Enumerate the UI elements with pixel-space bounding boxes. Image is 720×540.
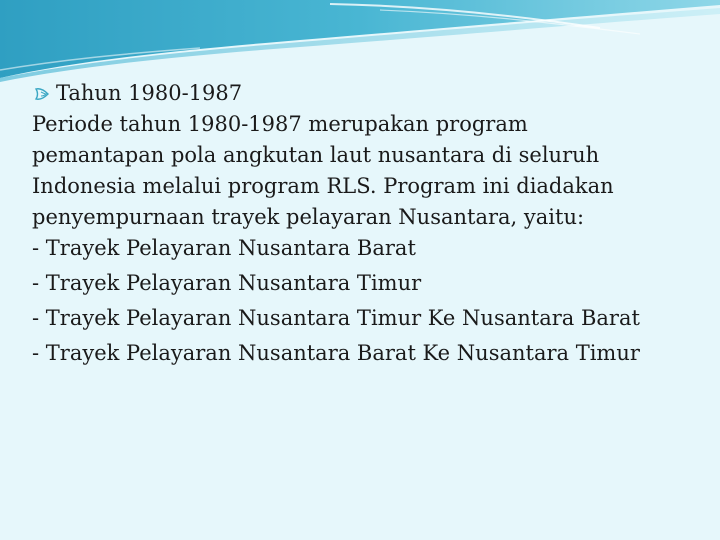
slide-content <box>32 78 712 371</box>
paragraph-line: penyempurnaan trayek pelayaran Nusantara, yaitu: <box>32 205 585 229</box>
paragraph-line: Indonesia melalui program RLS. Program ini diadakan <box>32 174 614 198</box>
list-item: - Trayek Pelayaran Nusantara Barat <box>32 236 416 260</box>
heading-text: Tahun 1980-1987 <box>56 81 243 105</box>
route-list <box>32 231 712 371</box>
list-item: - Trayek Pelayaran Nusantara Timur Ke Nusantara Barat <box>32 306 640 330</box>
list-item: - Trayek Pelayaran Nusantara Timur <box>32 271 422 295</box>
description-paragraph <box>32 109 712 233</box>
list-item: - Trayek Pelayaran Nusantara Barat Ke Nusantara Timur <box>32 341 640 365</box>
bullet-icon <box>32 84 54 104</box>
heading-row <box>32 78 712 109</box>
paragraph-line: Periode tahun 1980-1987 merupakan program <box>32 112 528 136</box>
paragraph-line: pemantapan pola angkutan laut nusantara di seluruh <box>32 143 600 167</box>
